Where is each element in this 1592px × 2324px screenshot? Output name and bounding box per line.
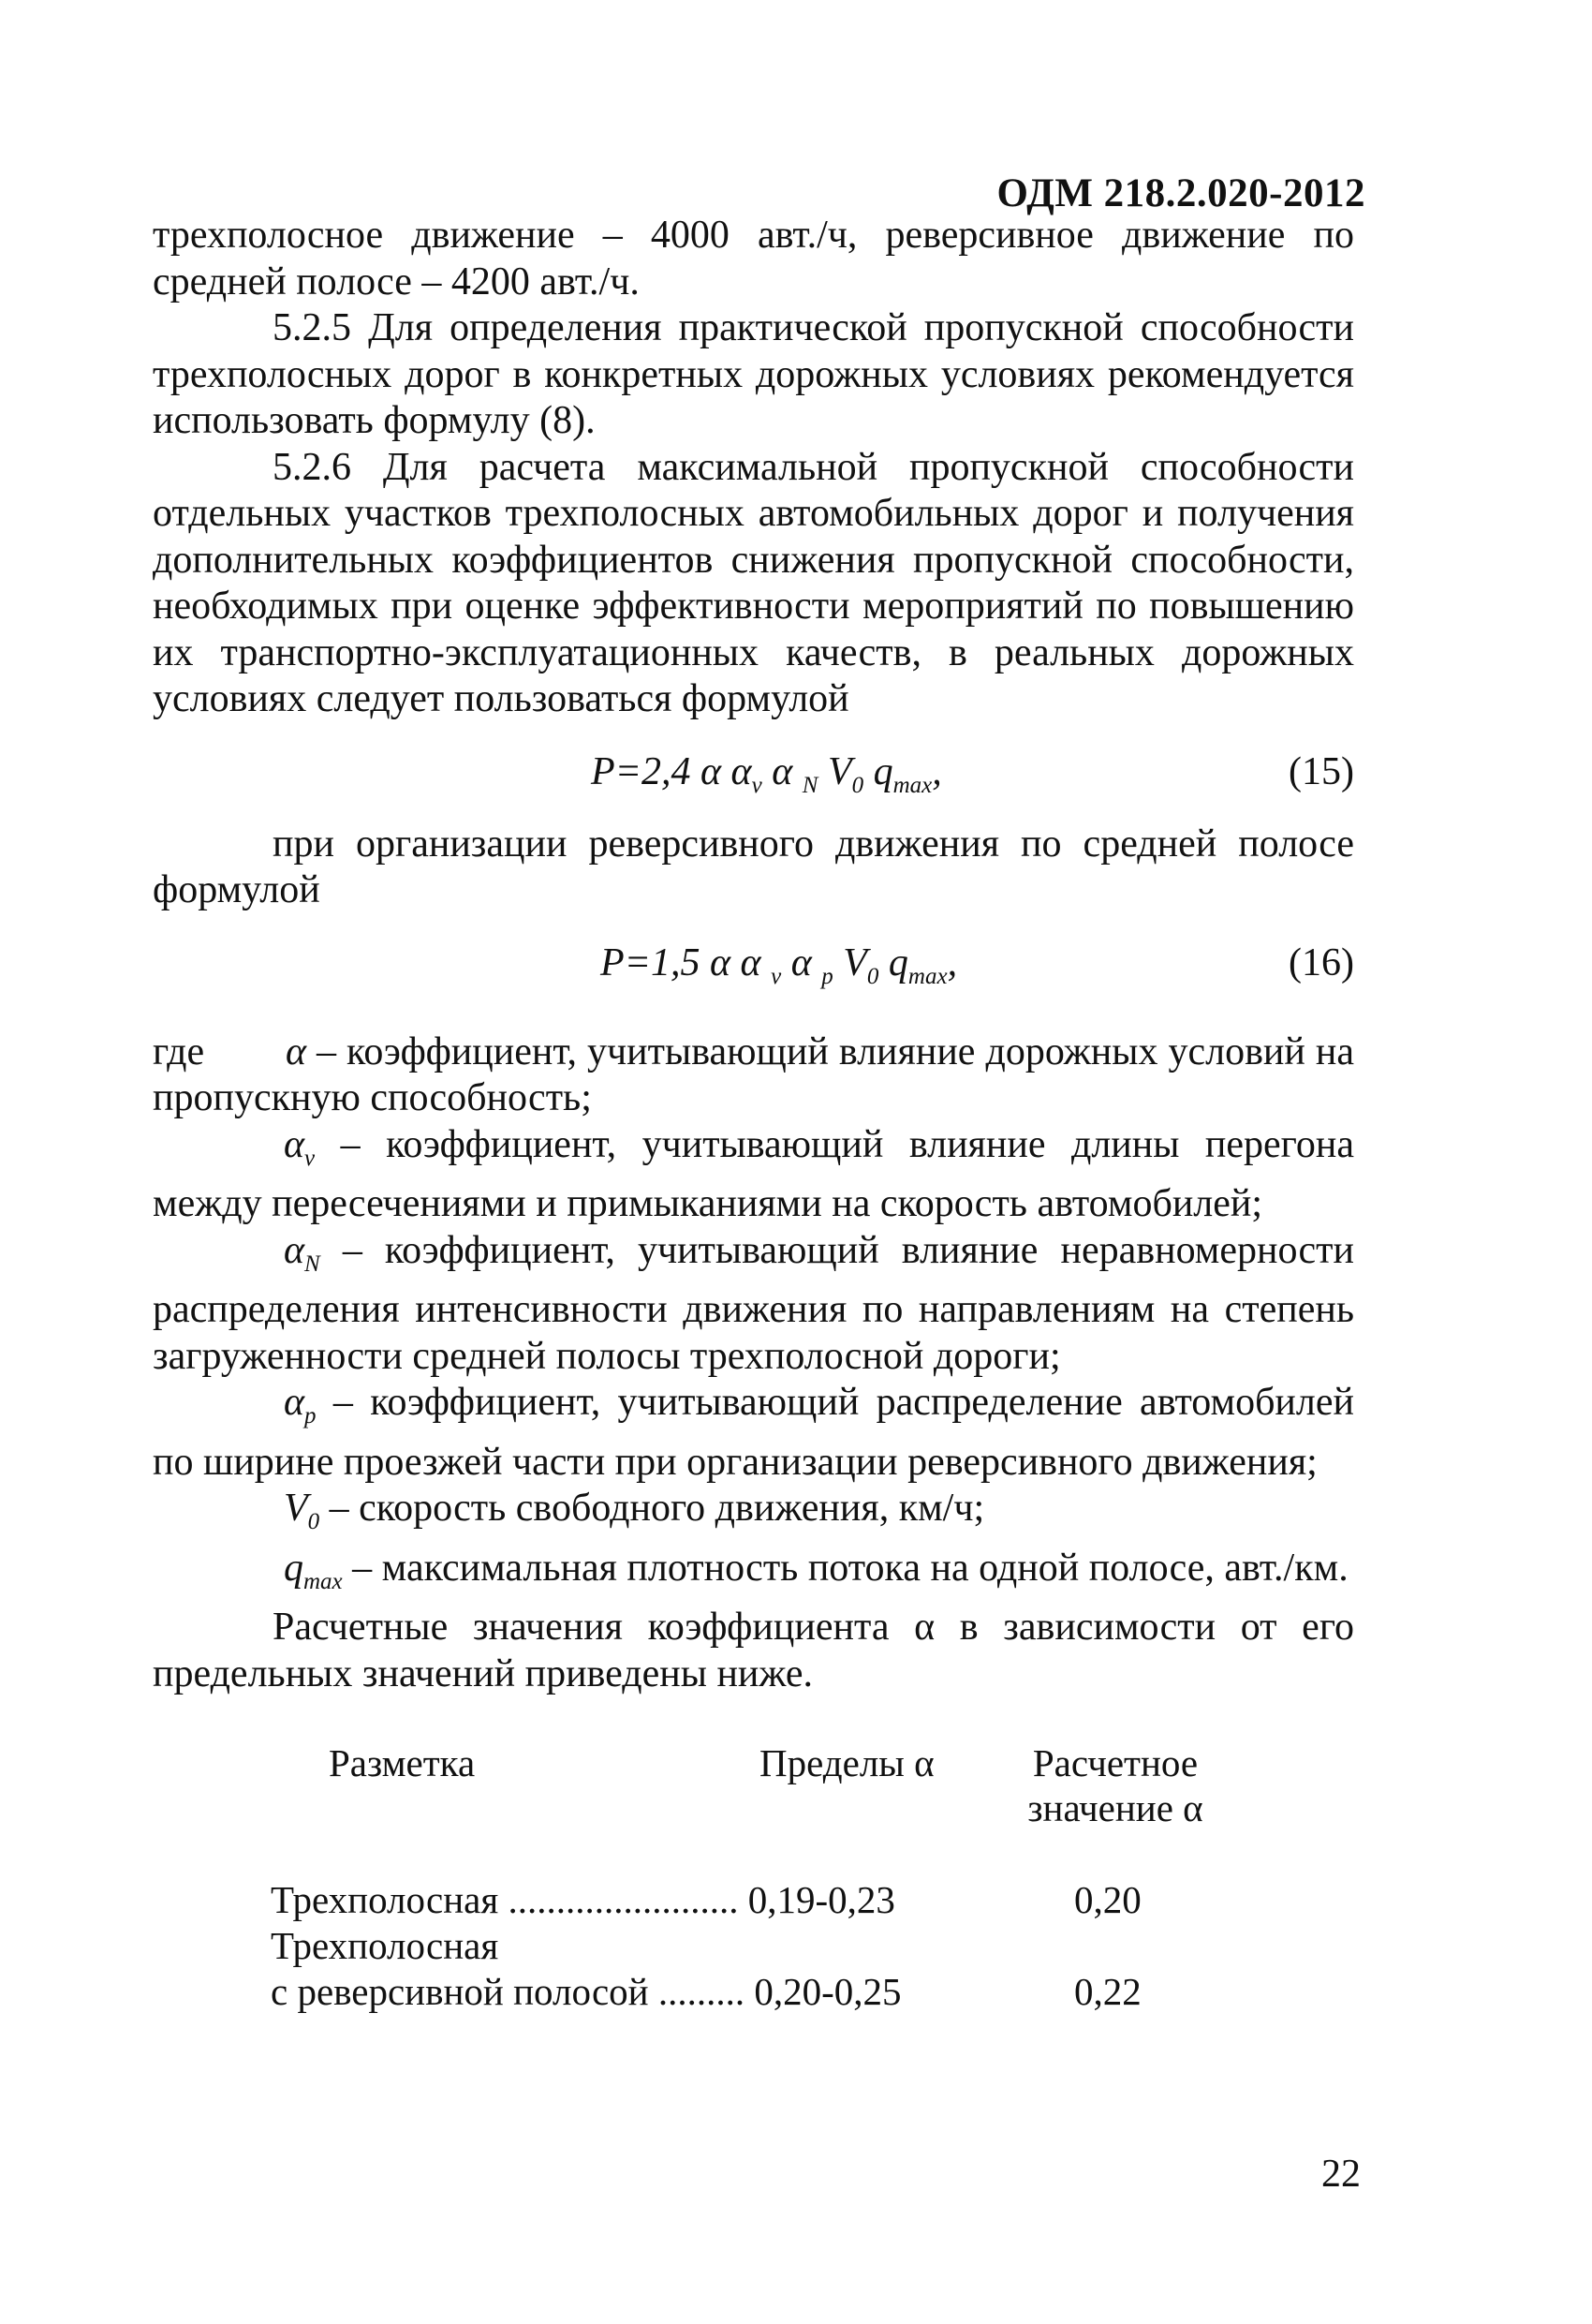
table-header-marking: Разметка [329,1741,476,1784]
paragraph-5-2-6: 5.2.6 Для расчета максимальной пропускной способности отдельных участков трехполосных автомобильных дорог и получения дополнительных коэффициентов снижения пропускной способности, необходимых при оценке эффективности мероприятий по повышению их транспортно-эксплуатационных качеств, в реальных дорожных условиях следует пользоваться формулой [153,445,1354,720]
definition-alpha: где α – коэффициент, учитывающий влияние дорожных условий на пропускную способность; [153,1029,1354,1119]
formula-16 [153,914,1354,1013]
formula-15-expression: P=2,4 α $\alpha_v$ α $_N$ $V_0$ $q_{max}$, [591,749,942,798]
table-header-design-value: Расчетное значение α [1027,1741,1203,1829]
table-row-label: с реверсивной полосой ......... 0,20-0,25 [271,1970,902,2013]
definition-qmax: $q_{max}$ – максимальная плотность потока на одной полосе, авт./км. [284,1546,1349,1594]
definitions-list [153,1029,1354,1606]
alpha-values-table [153,1740,1354,2050]
table-row-label: Трехполосная ........................ 0,19-0,23 [271,1878,895,1921]
page-number: 22 [1321,2153,1361,2196]
table-row-label: Трехполосная [271,1924,499,1967]
formula-15 [153,723,1354,822]
equation-number-15: (15) [1289,749,1354,793]
definition-alpha-p: $\alpha_p$ – коэффициент, учитывающий распределение автомобилей по ширине проезжей части при организации реверсивного движения; [153,1381,1354,1484]
definition-alpha-v: $\alpha_v$ – коэффициент, учитывающий влияние длины перегона между пересечениями и примыканиями на скорость автомобилей; [153,1122,1354,1225]
equation-number-16: (16) [1289,940,1354,984]
document-code: ОДМ 218.2.020-2012 [996,171,1365,215]
definition-alpha-n: $\alpha_N$ – коэффициент, учитывающий влияние неравномерности распределения интенсивности движения по направлениям на степень загруженности средней полосы трехполосной дороги; [153,1228,1354,1378]
table-header-limits: Пределы α [759,1741,935,1784]
paragraph-continuation: трехполосное движение – 4000 авт./ч, реверсивное движение по средней полосе – 4200 авт./ч. [153,214,1354,303]
paragraph-reversible: при организации реверсивного движения по средней полосе формулой [153,822,1354,911]
paragraph-5-2-5: 5.2.5 Для определения практической пропускной способности трехполосных дорог в конкретных дорожных условиях рекомендуется использовать формулу (8). [153,306,1354,442]
document-body [153,213,1354,2050]
table-row-value: 0,22 [1074,1970,1142,2013]
table-row-value: 0,20 [1074,1878,1142,1921]
definition-v0: $V_0$ – скорость свободного движения, км/ч; [284,1487,985,1534]
paragraph-alpha-values: Расчетные значения коэффициента α в зависимости от его предельных значений приведены ниже. [153,1606,1354,1695]
formula-16-expression: P=1,5 α α $_v$ α $_p$ $V_0$ $q_{max}$, [600,940,958,989]
